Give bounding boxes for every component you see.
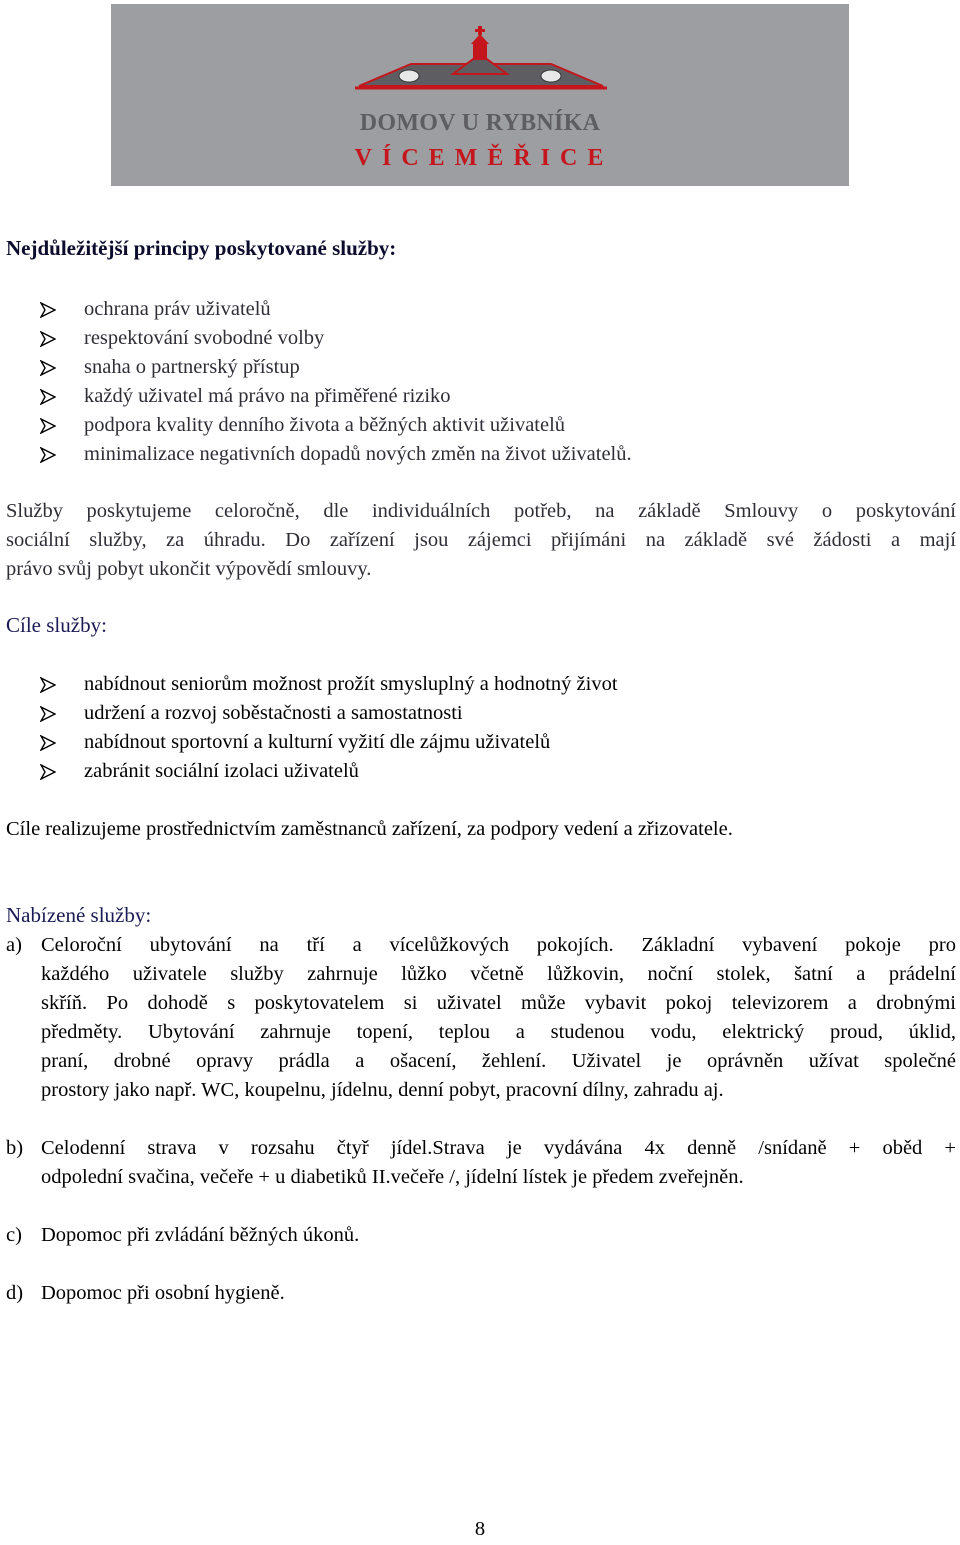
paragraph-line: Dopomoc při zvládání běžných úkonů. <box>41 1224 360 1246</box>
list-item-text: ochrana práv uživatelů <box>84 298 271 320</box>
list-item-text: snaha o partnerský přístup <box>84 356 300 378</box>
paragraph-line: odpolední svačina, večeře + u diabetiků II.večeře /, jídelní lístek je předem zveřejněn. <box>41 1166 744 1188</box>
service-item-d <box>6 1279 956 1308</box>
page-number: 8 <box>474 1518 486 1540</box>
building-roof-logo-icon <box>111 4 849 104</box>
arrow-bullet-icon <box>40 360 56 376</box>
list-item <box>40 440 632 469</box>
item-marker: d) <box>6 1282 24 1304</box>
list-item <box>40 699 618 728</box>
list-item-text: zabránit sociální izolaci uživatelů <box>84 760 359 782</box>
item-marker: b) <box>6 1137 24 1159</box>
arrow-bullet-icon <box>40 389 56 405</box>
list-item <box>40 728 618 757</box>
arrow-bullet-icon <box>40 302 56 318</box>
principles-list <box>40 295 632 469</box>
paragraph-line: praní, drobné opravy prádla a ošacení, žehlení. Uživatel je oprávněn užívat společné <box>41 1050 956 1072</box>
list-item-text: respektování svobodné volby <box>84 327 325 349</box>
paragraph-line: sociální služby, za úhradu. Do zařízení jsou zájemci přijímáni na základě své žádosti a mají <box>6 529 956 551</box>
paragraph-line: skříň. Po dohodě s poskytovatelem si uživatel může vybavit pokoj televizorem a drobnými <box>41 992 956 1014</box>
arrow-bullet-icon <box>40 331 56 347</box>
list-item <box>40 295 632 324</box>
principles-heading: Nejdůležitější principy poskytované služby: <box>6 236 397 260</box>
list-item-text: nabídnout seniorům možnost prožít smysluplný a hodnotný život <box>84 673 618 695</box>
item-body <box>41 931 956 1105</box>
arrow-bullet-icon <box>40 418 56 434</box>
list-item-text: udržení a rozvoj soběstačnosti a samostatnosti <box>84 702 463 724</box>
list-item-text: minimalizace negativních dopadů nových změn na život uživatelů. <box>84 443 632 465</box>
paragraph-line: Cíle realizujeme prostřednictvím zaměstnanců zařízení, za podpory vedení a zřizovatele. <box>6 818 733 840</box>
service-item-a <box>6 931 956 1105</box>
item-body <box>41 1134 956 1192</box>
arrow-bullet-icon <box>40 677 56 693</box>
arrow-bullet-icon <box>40 735 56 751</box>
list-item <box>40 411 632 440</box>
paragraph-line: předměty. Ubytování zahrnuje topení, teplou a studenou vodu, elektrický proud, úklid, <box>41 1021 956 1043</box>
logo-place: VÍCEMĚŘICE <box>354 145 614 171</box>
list-item <box>40 670 618 699</box>
paragraph-line: Dopomoc při osobní hygieně. <box>41 1282 285 1304</box>
list-item <box>40 382 632 411</box>
paragraph-line: každého uživatele služby zahrnuje lůžko včetně lůžkovin, noční stolek, šatní a prádelní <box>41 963 956 985</box>
services-paragraph <box>6 497 956 584</box>
goals-heading: Cíle služby: <box>6 613 107 637</box>
list-item <box>40 353 632 382</box>
item-body <box>41 1221 956 1250</box>
item-marker: c) <box>6 1224 22 1246</box>
list-item-text: podpora kvality denního života a běžných aktivit uživatelů <box>84 414 566 436</box>
service-item-b <box>6 1134 956 1192</box>
goals-summary <box>6 815 956 844</box>
item-body <box>41 1279 956 1308</box>
paragraph-line: právo svůj pobyt ukončit výpovědí smlouvy. <box>6 558 372 580</box>
list-item <box>40 324 632 353</box>
paragraph-line: prostory jako např. WC, koupelnu, jídelnu, denní pobyt, pracovní dílny, zahradu aj. <box>41 1079 724 1101</box>
item-marker: a) <box>6 934 22 956</box>
arrow-bullet-icon <box>40 447 56 463</box>
logo-name: DOMOV U RYBNÍKA <box>359 110 601 136</box>
goals-list <box>40 670 618 786</box>
list-item-text: nabídnout sportovní a kulturní vyžití dle zájmu uživatelů <box>84 731 551 753</box>
list-item <box>40 757 618 786</box>
paragraph-line: Celoroční ubytování na tří a vícelůžkových pokojích. Základní vybavení pokoje pro <box>41 934 956 956</box>
paragraph-line: Celodenní strava v rozsahu čtyř jídel.Strava je vydávána 4x denně /snídaně + oběd + <box>41 1137 956 1159</box>
service-item-c <box>6 1221 956 1250</box>
paragraph-line: Služby poskytujeme celoročně, dle individuálních potřeb, na základě Smlouvy o poskytování <box>6 500 956 522</box>
list-item-text: každý uživatel má právo na přiměřené riziko <box>84 385 451 407</box>
arrow-bullet-icon <box>40 706 56 722</box>
offered-services-heading: Nabízené služby: <box>6 903 152 927</box>
logo-banner <box>111 4 849 186</box>
arrow-bullet-icon <box>40 764 56 780</box>
